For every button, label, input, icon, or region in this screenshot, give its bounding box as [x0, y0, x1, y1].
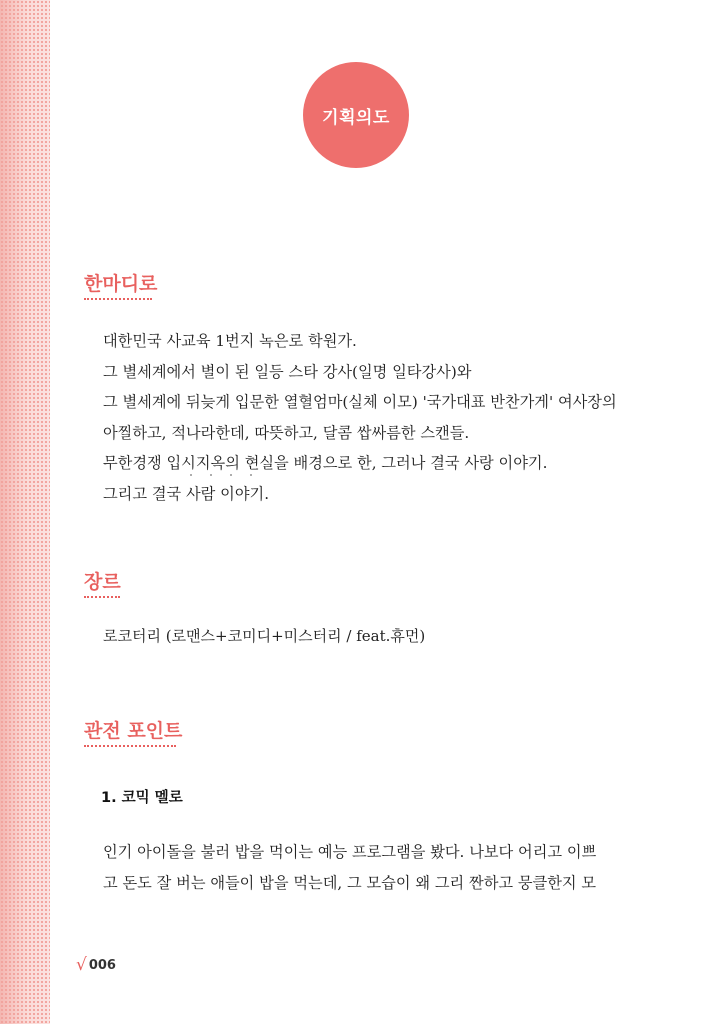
summary-line: 대한민국 사교육 1번지 녹은로 학원가.	[103, 332, 357, 350]
points-paragraph	[103, 837, 623, 898]
heading-points: 관전 포인트	[84, 720, 183, 742]
page-number	[76, 955, 116, 975]
summary-line: 무한경쟁 입시지옥의 현실을 배경으로 한, 그러나 결국 사랑 이야기.	[103, 454, 548, 472]
points-line: 고 돈도 잘 버는 애들이 밥을 먹는데, 그 모습이 왜 그리 짠하고 뭉클한지 모	[103, 873, 597, 892]
badge-label: 기획의도	[322, 107, 390, 128]
points-line: 인기 아이돌을 불러 밥을 먹이는 예능 프로그램을 봤다. 나보다 어리고 이쁘	[103, 843, 597, 861]
subheading-comic-melo: 1. 코믹 멜로	[101, 790, 183, 806]
heading-genre: 장르	[84, 571, 121, 593]
summary-line: 그 별세계에서 별이 된 일등 스타 강사(일명 일타강사)와	[103, 362, 472, 381]
emphasis-dots	[181, 472, 261, 478]
heading-genre-underline	[84, 596, 120, 598]
page-number-value: 006	[88, 957, 116, 973]
summary-paragraph	[103, 326, 623, 509]
genre-text: 로코터리 (로맨스+코미디+미스터리 / feat.휴먼)	[103, 627, 426, 645]
summary-line: 그 별세계에 뒤늦게 입문한 열혈엄마(실체 이모) '국가대표 반찬가게' 여사장의	[103, 393, 617, 411]
check-mark-icon: √	[76, 955, 87, 975]
heading-summary-underline	[84, 298, 152, 300]
heading-summary: 한마디로	[84, 273, 158, 295]
summary-line: 그리고 결국 사람 이야기.	[103, 484, 270, 503]
section-badge	[303, 62, 409, 168]
decorative-side-pattern	[0, 0, 50, 1024]
summary-line: 아찔하고, 적나라한데, 따뜻하고, 달콤 쌉싸름한 스캔들.	[103, 423, 470, 442]
heading-points-underline	[84, 745, 176, 747]
